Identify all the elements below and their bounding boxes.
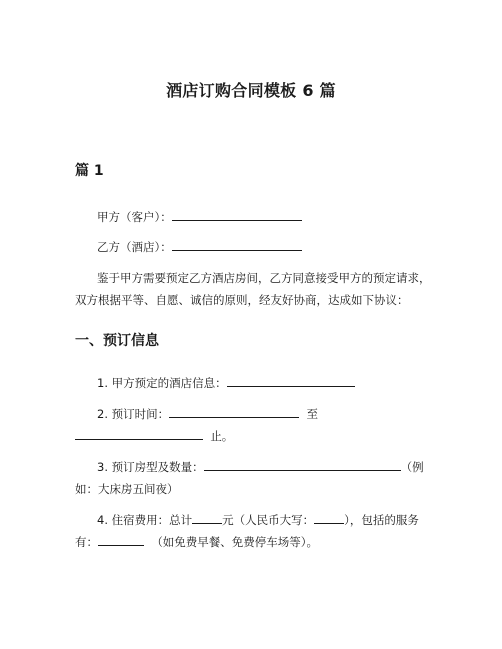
item-4-capital-blank [314,510,344,524]
party-b-label: 乙方（酒店）： [97,240,172,254]
item-4-line-2-label: 有： [75,535,98,549]
item-4-label: 4. 住宿费用：总计 [97,513,193,527]
item-4-yuan: 元（人民币大写： [222,513,315,527]
party-b-blank [172,237,302,251]
item-4-line [75,510,457,531]
intro-line-2: 双方根据平等、自愿、诚信的原则，经友好协商，达成如下协议： [75,293,409,307]
item-3-suffix: （例 [400,460,424,474]
item-4-services-blank [98,532,144,546]
item-2-line-2 [75,426,435,447]
document-title: 酒店订购合同模板 6 篇 [166,81,336,100]
item-2-end: 止。 [210,429,234,443]
party-a-label: 甲方（客户）： [97,210,172,224]
party-a-blank [172,207,302,221]
item-2-to: 至 [306,407,318,421]
item-2-end-blank [75,426,203,440]
item-1-line [75,373,457,394]
party-b-line [75,237,457,258]
item-3-line-2: 如：大床房五间夜） [75,482,179,496]
item-1-blank [227,373,355,387]
section-heading-booking-info: 一、预订信息 [75,333,159,349]
item-3-label: 3. 预订房型及数量： [97,460,204,474]
party-a-line [75,207,457,228]
item-4-line-2 [75,532,435,553]
part-heading: 篇 1 [75,163,104,179]
item-2-line [75,404,457,425]
item-3-line [75,457,457,478]
item-4-total-blank [192,510,222,524]
intro-line-1: 鉴于甲方需要预定乙方酒店房间，乙方同意接受甲方的预定请求， [97,271,431,285]
item-4-line-2-note: （如免费早餐、免费停车场等）。 [151,535,319,549]
item-2-label: 2. 预订时间： [97,407,170,421]
item-2-start-blank [169,404,299,418]
item-3-blank [204,457,401,471]
item-1-label: 1. 甲方预定的酒店信息： [97,376,227,390]
item-4-close: ），包括的服务 [344,513,419,527]
